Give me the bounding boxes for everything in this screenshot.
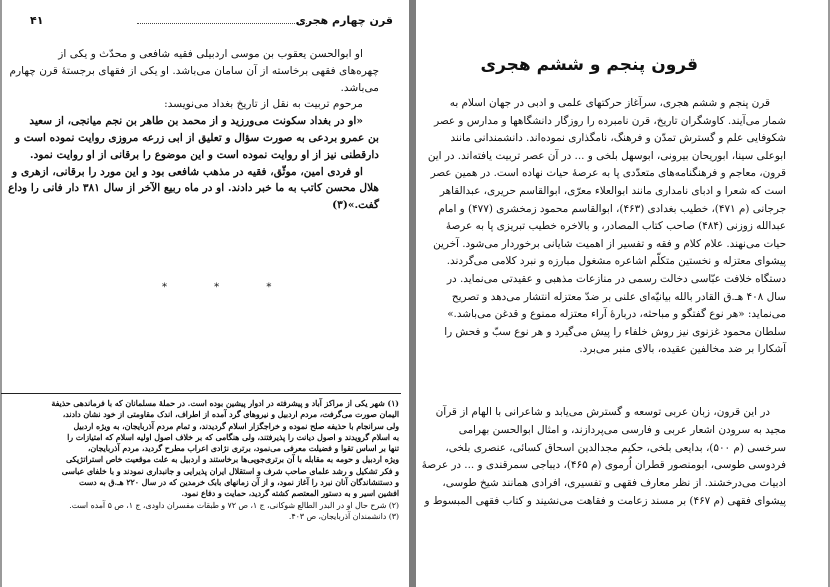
running-head xyxy=(12,14,399,30)
page-number: ۴۱ xyxy=(30,14,44,27)
text-line: می‌نماید: «هر نوع گفتگو و مباحثه، دربارهٔ آراء معتزله ممنوع و قدغن می‌باشد.» xyxy=(447,308,786,321)
quote-line: دارقطنی نیز از او روایت نموده است و این موضوع را برقانی از او روایت نمود. xyxy=(29,148,379,161)
footnote-rule xyxy=(1,393,401,394)
footnote-line: به اسلام گرویدند و اصول دیانت را پذیرفتند، ولی هنگامی که بر خلاف اصول اولیه اسلام که امتیازات را xyxy=(67,432,399,442)
text-line: جرجانی (م ۴۷۱)، خطیب بغدادی (۴۶۳)، ابوالقاسم محمود زمخشری (۴۷۷) و امام xyxy=(438,202,786,215)
text-line: شمار می‌آیند. کاوشگران تاریخ، قرن نامبرده را روزگار دانشگاهها و مدارس و عصر xyxy=(434,114,786,127)
text-line: ادبیات می‌درخشند. از نظر معارف فقهی و تفسیری، افرادی همانند شیخ طوسی، xyxy=(442,477,786,490)
text-line: آشکارا بر ضد مخالفین عقیده، بالای منبر می‌برد. xyxy=(579,343,786,356)
text-line: او ابوالحسن یعقوب بن موسی اردبیلی فقیه شافعی و محدّث و یکی از xyxy=(58,48,363,60)
text-line: چهره‌های فقهی برخاسته از آن سامان می‌باشد. او یکی از فقهای برجستهٔ قرن چهارم xyxy=(9,64,379,77)
footnote-line: و فکر تشکیل و رشد علمای صاحب شرف و استقلال ایران پذیرایی و جانبداری نمودند و با خلفای عباسی xyxy=(61,466,399,476)
footnote-line: ولی سرانجام با حذیفه صلح نموده و خراجگزار اسلام گردیدند، و تمام مردم آذربایجان، به ویژه اردبیل xyxy=(73,421,399,431)
footnote-line: (۲) شرح حال او در البدر الطالع شوکانی، ج ۱، ص ۷۲ و طبقات مفسران داودی، ج ۱، ص ۵ آمده است. xyxy=(69,500,399,510)
text-line: فردوسی طوسی، ابومنصور قطران اُرموی (م ۴۶۵)، دیباجی سمرقندی و ... در عرصهٔ xyxy=(421,459,786,472)
text-line: سال ۴۰۸ هـ.ق القادر بالله بیانیّه‌ای علنی بر ضدّ معتزله انتشار می‌دهد و تصریح xyxy=(451,290,786,303)
text-line: سلطان محمود غزنوی نیز روش خلفاء را پیش می‌گیرد و هر نوع سبّ و فحش را xyxy=(444,325,786,338)
text-line: قرن پنجم و ششم هجری، سرآغاز حرکتهای علمی و ادبی در جهان اسلام به xyxy=(449,97,770,109)
quote-line: هلال محسن کاتب به ما خبر دادند. او در ماه ربیع الآخر از سال ۳۸۱ دار فانی را وداع xyxy=(8,182,379,195)
text-line: حیات می‌نهند. علام کلام و فقه و تفسیر از اهمیت شایانی برخوردار می‌شود. آخرین xyxy=(433,237,786,250)
text-line: ابوعلی سینا، ابوریحان بیرونی، ابوسهل بلخی و ... در آن عصر تربیت یافته‌اند. در این xyxy=(427,149,786,162)
quote-line: «او در بغداد سکونت می‌ورزید و از محمد بن طاهر بن نجم میانجی، از سعید xyxy=(29,115,363,128)
footnote-line: ویژه اردبیل و حومه به مقابله با آن برتری‌جویی‌ها برخاستند و اردبیل به علت موقعیت خاص استراتژیکی xyxy=(66,455,399,465)
text-line: عبدالله زوزنی (۴۸۴) صاحب کتاب المصادر، و بالاخره خطیب تبریزی پا به عرصهٔ xyxy=(445,220,786,233)
footnote-line: (۳) دانشمندان آذربایجان، ص ۴۰۳. xyxy=(288,511,399,521)
quote-line: بن عمرو بردعی به صورت سؤال و تعلیق از ابی زرعه مروزی روایت نموده است و xyxy=(14,131,379,144)
footnote-line: الیمان صورت می‌گرفت، مردم اردبیل و نیروهای گرد آمده از اطراف، اندک مقاومتی از خود نشان دادند، xyxy=(62,410,399,420)
running-title: قرن چهارم هجری xyxy=(295,14,393,27)
left-page xyxy=(2,0,409,587)
text-line: در این قرون، زبان عربی توسعه و گسترش می‌یابد و شاعرانی با الهام از قرآن xyxy=(435,406,770,418)
footnote-line: افشین اسیر و به دستور المعتصم کشته گردید، حمایت و دفاع نمود. xyxy=(181,489,399,499)
chapter-title: قرون پنجم و ششم هجری xyxy=(480,55,698,75)
footnote-line: (۱) شهر یکی از مراکز آباد و پیشرفته در ادوار پیشین بوده است. در حملهٔ مسلمانان که با فرماندهی حذیفة xyxy=(51,399,399,408)
quote-line: او فردی امین، موثّق، فقیه در مذهب شافعی بود و این مورد را برقانی، ازهری و xyxy=(12,165,363,178)
text-line: پیشوای فقهی (م ۴۶۷) بر مسند زعامت و فقاهت می‌نشیند و کتاب فقهی المبسوط و xyxy=(424,494,786,507)
right-page xyxy=(416,0,828,587)
book-gutter xyxy=(409,0,416,587)
text-line: دستگاه خلافت عبّاسی دخالت رسمی در منازعات مذهبی و عقیدتی می‌نماید. در xyxy=(447,272,786,285)
left-body-text xyxy=(8,46,379,214)
header-dotted-leader xyxy=(137,14,307,24)
text-line: قرون، معاجم و فرهنگنامه‌های متعدّدی پا به عرصهٔ حیات نهاده است. در همین عصر xyxy=(430,167,786,180)
footnote-line: و دستنشاندگان آنان نبرد را آغاز نمود، و از آن زمانهای بابک خرمدین که در سال ۲۲۰ هـ.ق به دست xyxy=(78,478,399,488)
footnotes xyxy=(14,398,399,522)
text-line: مرحوم تربیت به نقل از تاریخ بغداد می‌نویسد: xyxy=(164,98,363,111)
right-body-text xyxy=(427,95,786,359)
footnote-line: تنها بر اساس تقوا و فضیلت معرفی می‌نمود، برتری نژادی اعراب مطرح گردید، مردم آذربایجان، xyxy=(87,444,399,454)
text-line: پیشوای معتزله و نخستین متکلّم اشاعره مشغول مبارزه و نبرد کلامی می‌گردند. xyxy=(446,255,786,268)
text-line: سرخسی (م ۵۰۰)، بدایعی بلخی، حکیم مجدالدین اسحاق کسائی، عنصری بلخی، xyxy=(445,441,786,454)
text-line: شکوفایی علم و گسترش تمدّن و فرهنگ، نامگذاری نموده‌اند. دانشمندانی مانند xyxy=(450,132,786,145)
text-line: می‌باشد. xyxy=(340,81,379,94)
section-separator-stars: * * * xyxy=(162,282,294,293)
text-line: است که شعرا و ادبای نامداری مانند ابوالعلاء معرّی، ابوالقاسم حریری، عبدالقاهر xyxy=(439,184,786,197)
text-line: مجید به سرودن اشعار عربی و فارسی می‌پردازند، و امثال ابوالحسن بهرامی xyxy=(458,423,786,436)
quote-line: گفت.»(۳) xyxy=(332,199,379,212)
right-body-text-2 xyxy=(421,404,786,511)
